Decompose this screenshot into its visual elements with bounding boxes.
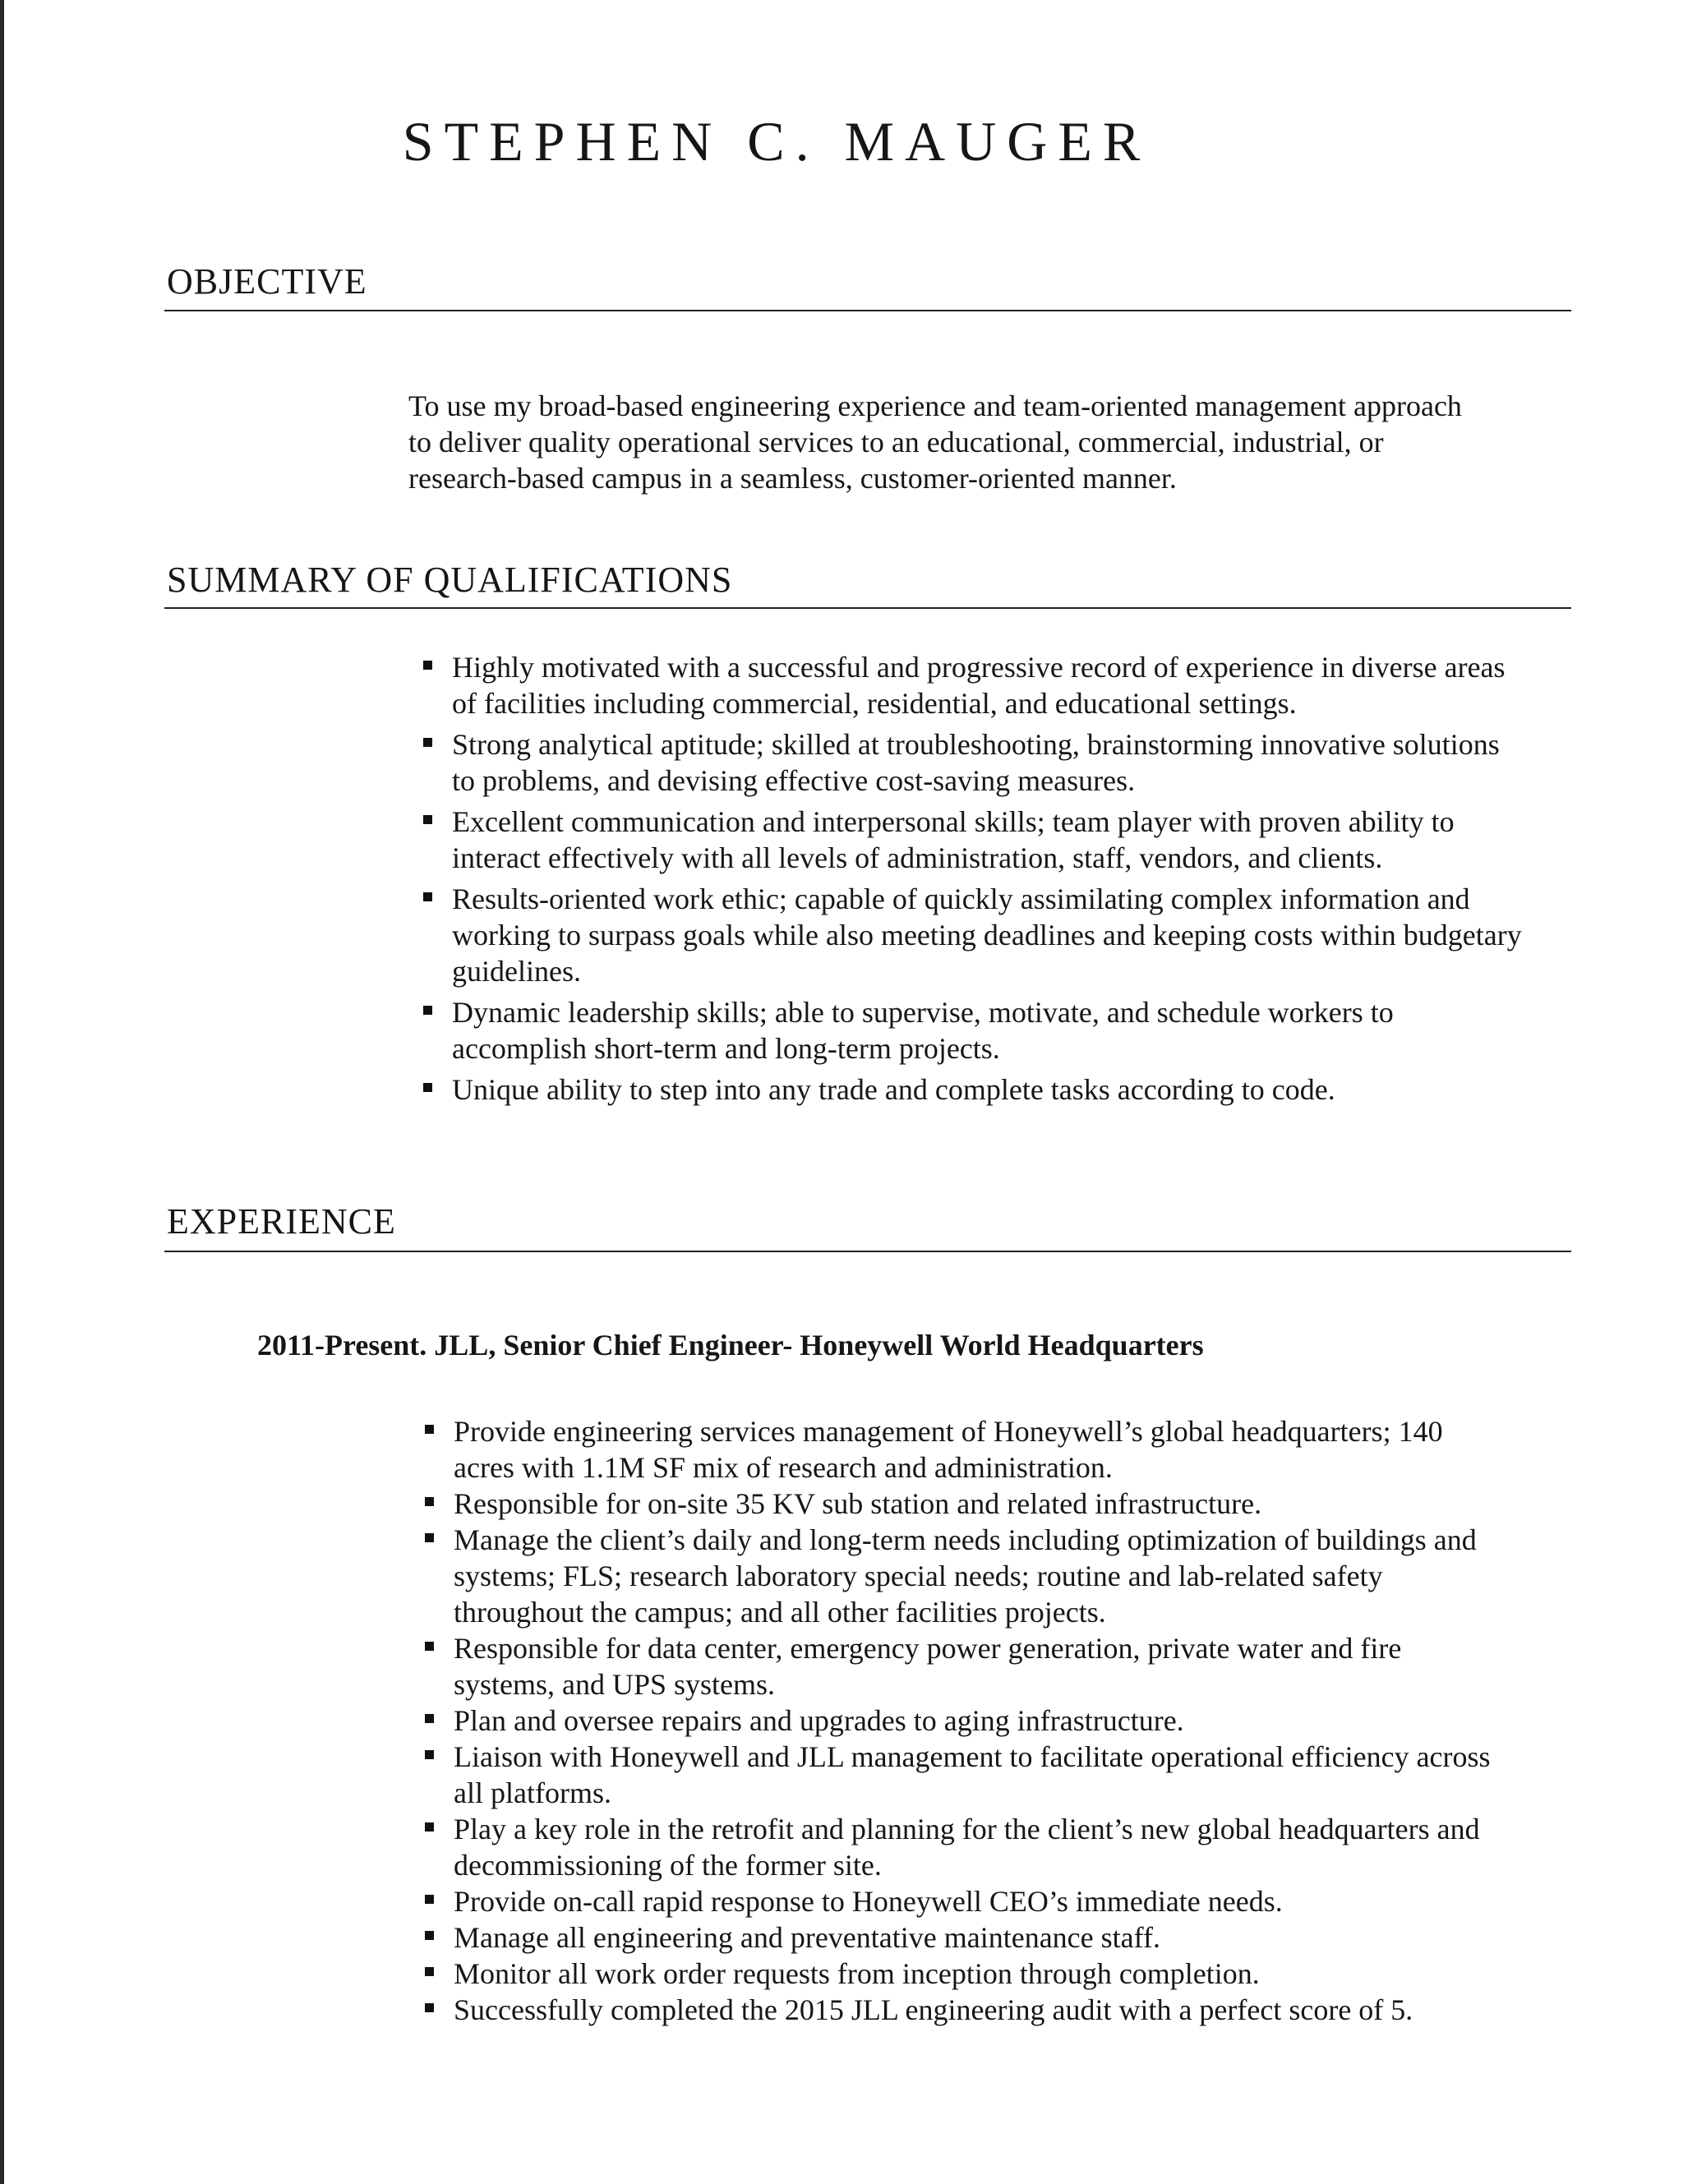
bullet-icon xyxy=(425,1822,434,1832)
objective-text: To use my broad-based engineering experience and team-oriented management approach to deliver quality operational services to an educational, commercial, industrial, or research-based campus in a seamless, customer-oriented manner. xyxy=(408,389,1462,495)
bullet-icon xyxy=(423,661,432,670)
experience-text: Successfully completed the 2015 JLL engineering audit with a perfect score of 5. xyxy=(454,1993,1413,2026)
bullet-icon xyxy=(425,1497,434,1506)
list-item xyxy=(425,1919,1493,1956)
qualification-text: Dynamic leadership skills; able to supervise, motivate, and schedule workers to accomplish short-term and long-term projects. xyxy=(452,996,1394,1065)
bullet-icon xyxy=(425,1750,434,1759)
experience-text: Provide on-call rapid response to Honeywell CEO’s immediate needs. xyxy=(454,1885,1283,1918)
list-item xyxy=(423,726,1524,799)
list-item xyxy=(425,1413,1493,1486)
experience-text: Play a key role in the retrofit and planning for the client’s new global headquarters and decommissioning of the former site. xyxy=(454,1813,1480,1882)
qualification-text: Unique ability to step into any trade and complete tasks according to code. xyxy=(452,1073,1335,1106)
bullet-icon xyxy=(423,892,432,901)
experience-rule xyxy=(164,1251,1571,1252)
list-item xyxy=(423,1071,1524,1108)
scan-edge xyxy=(0,0,4,2184)
list-item xyxy=(425,1992,1493,2028)
bullet-icon xyxy=(425,2003,434,2012)
experience-text: Plan and oversee repairs and upgrades to aging infrastructure. xyxy=(454,1704,1184,1737)
qualification-text: Strong analytical aptitude; skilled at troubleshooting, brainstorming innovative solutions to problems, and devising effective cost-saving measures. xyxy=(452,728,1500,797)
list-item xyxy=(425,1956,1493,1992)
resume-name: STEPHEN C. MAUGER xyxy=(402,110,1151,173)
objective-rule xyxy=(164,310,1571,311)
bullet-icon xyxy=(425,1931,434,1940)
qualification-text: Results-oriented work ethic; capable of quickly assimilating complex information and working to surpass goals while also meeting deadlines and keeping costs within budgetary guidelines. xyxy=(452,882,1522,988)
experience-text: Provide engineering services management of Honeywell’s global headquarters; 140 acres with 1.1M SF mix of research and administration. xyxy=(454,1415,1443,1484)
bullet-icon xyxy=(425,1642,434,1651)
job-title: 2011-Present. JLL, Senior Chief Engineer- Honeywell World Headquarters xyxy=(257,1329,1204,1362)
list-item xyxy=(423,649,1524,721)
bullet-icon xyxy=(425,1425,434,1434)
list-item xyxy=(425,1811,1493,1883)
experience-text: Responsible for on-site 35 KV sub station and related infrastructure. xyxy=(454,1487,1262,1520)
qualifications-list xyxy=(423,649,1524,1108)
experience-text: Manage the client’s daily and long-term needs including optimization of buildings and systems; FLS; research laboratory special needs; routine and lab-related safety throughout the campus; and all other facilities projects. xyxy=(454,1523,1477,1629)
qualification-text: Highly motivated with a successful and progressive record of experience in diverse areas of facilities including commercial, residential, and educational settings. xyxy=(452,651,1505,720)
list-item xyxy=(425,1883,1493,1919)
qualification-text: Excellent communication and interpersonal skills; team player with proven ability to interact effectively with all levels of administration, staff, vendors, and clients. xyxy=(452,805,1455,874)
list-item xyxy=(423,804,1524,876)
list-item xyxy=(425,1703,1493,1739)
experience-text: Manage all engineering and preventative maintenance staff. xyxy=(454,1921,1160,1954)
experience-heading: EXPERIENCE xyxy=(167,1201,396,1242)
list-item xyxy=(423,881,1524,989)
bullet-icon xyxy=(425,1967,434,1976)
bullet-icon xyxy=(425,1533,434,1542)
list-item xyxy=(423,994,1524,1067)
experience-list xyxy=(425,1413,1493,2028)
qualifications-heading: SUMMARY OF QUALIFICATIONS xyxy=(167,560,733,600)
bullet-icon xyxy=(423,815,432,824)
bullet-icon xyxy=(423,738,432,747)
objective-heading: OBJECTIVE xyxy=(167,261,367,302)
experience-text: Monitor all work order requests from inception through completion. xyxy=(454,1957,1260,1990)
bullet-icon xyxy=(425,1895,434,1904)
experience-text: Responsible for data center, emergency power generation, private water and fire systems, and UPS systems. xyxy=(454,1632,1402,1701)
bullet-icon xyxy=(423,1006,432,1015)
bullet-icon xyxy=(423,1083,432,1092)
list-item xyxy=(425,1630,1493,1703)
list-item xyxy=(425,1739,1493,1811)
bullet-icon xyxy=(425,1714,434,1723)
qualifications-rule xyxy=(164,607,1571,609)
list-item xyxy=(425,1522,1493,1630)
list-item xyxy=(425,1486,1493,1522)
experience-text: Liaison with Honeywell and JLL management to facilitate operational efficiency across all platforms. xyxy=(454,1740,1491,1809)
